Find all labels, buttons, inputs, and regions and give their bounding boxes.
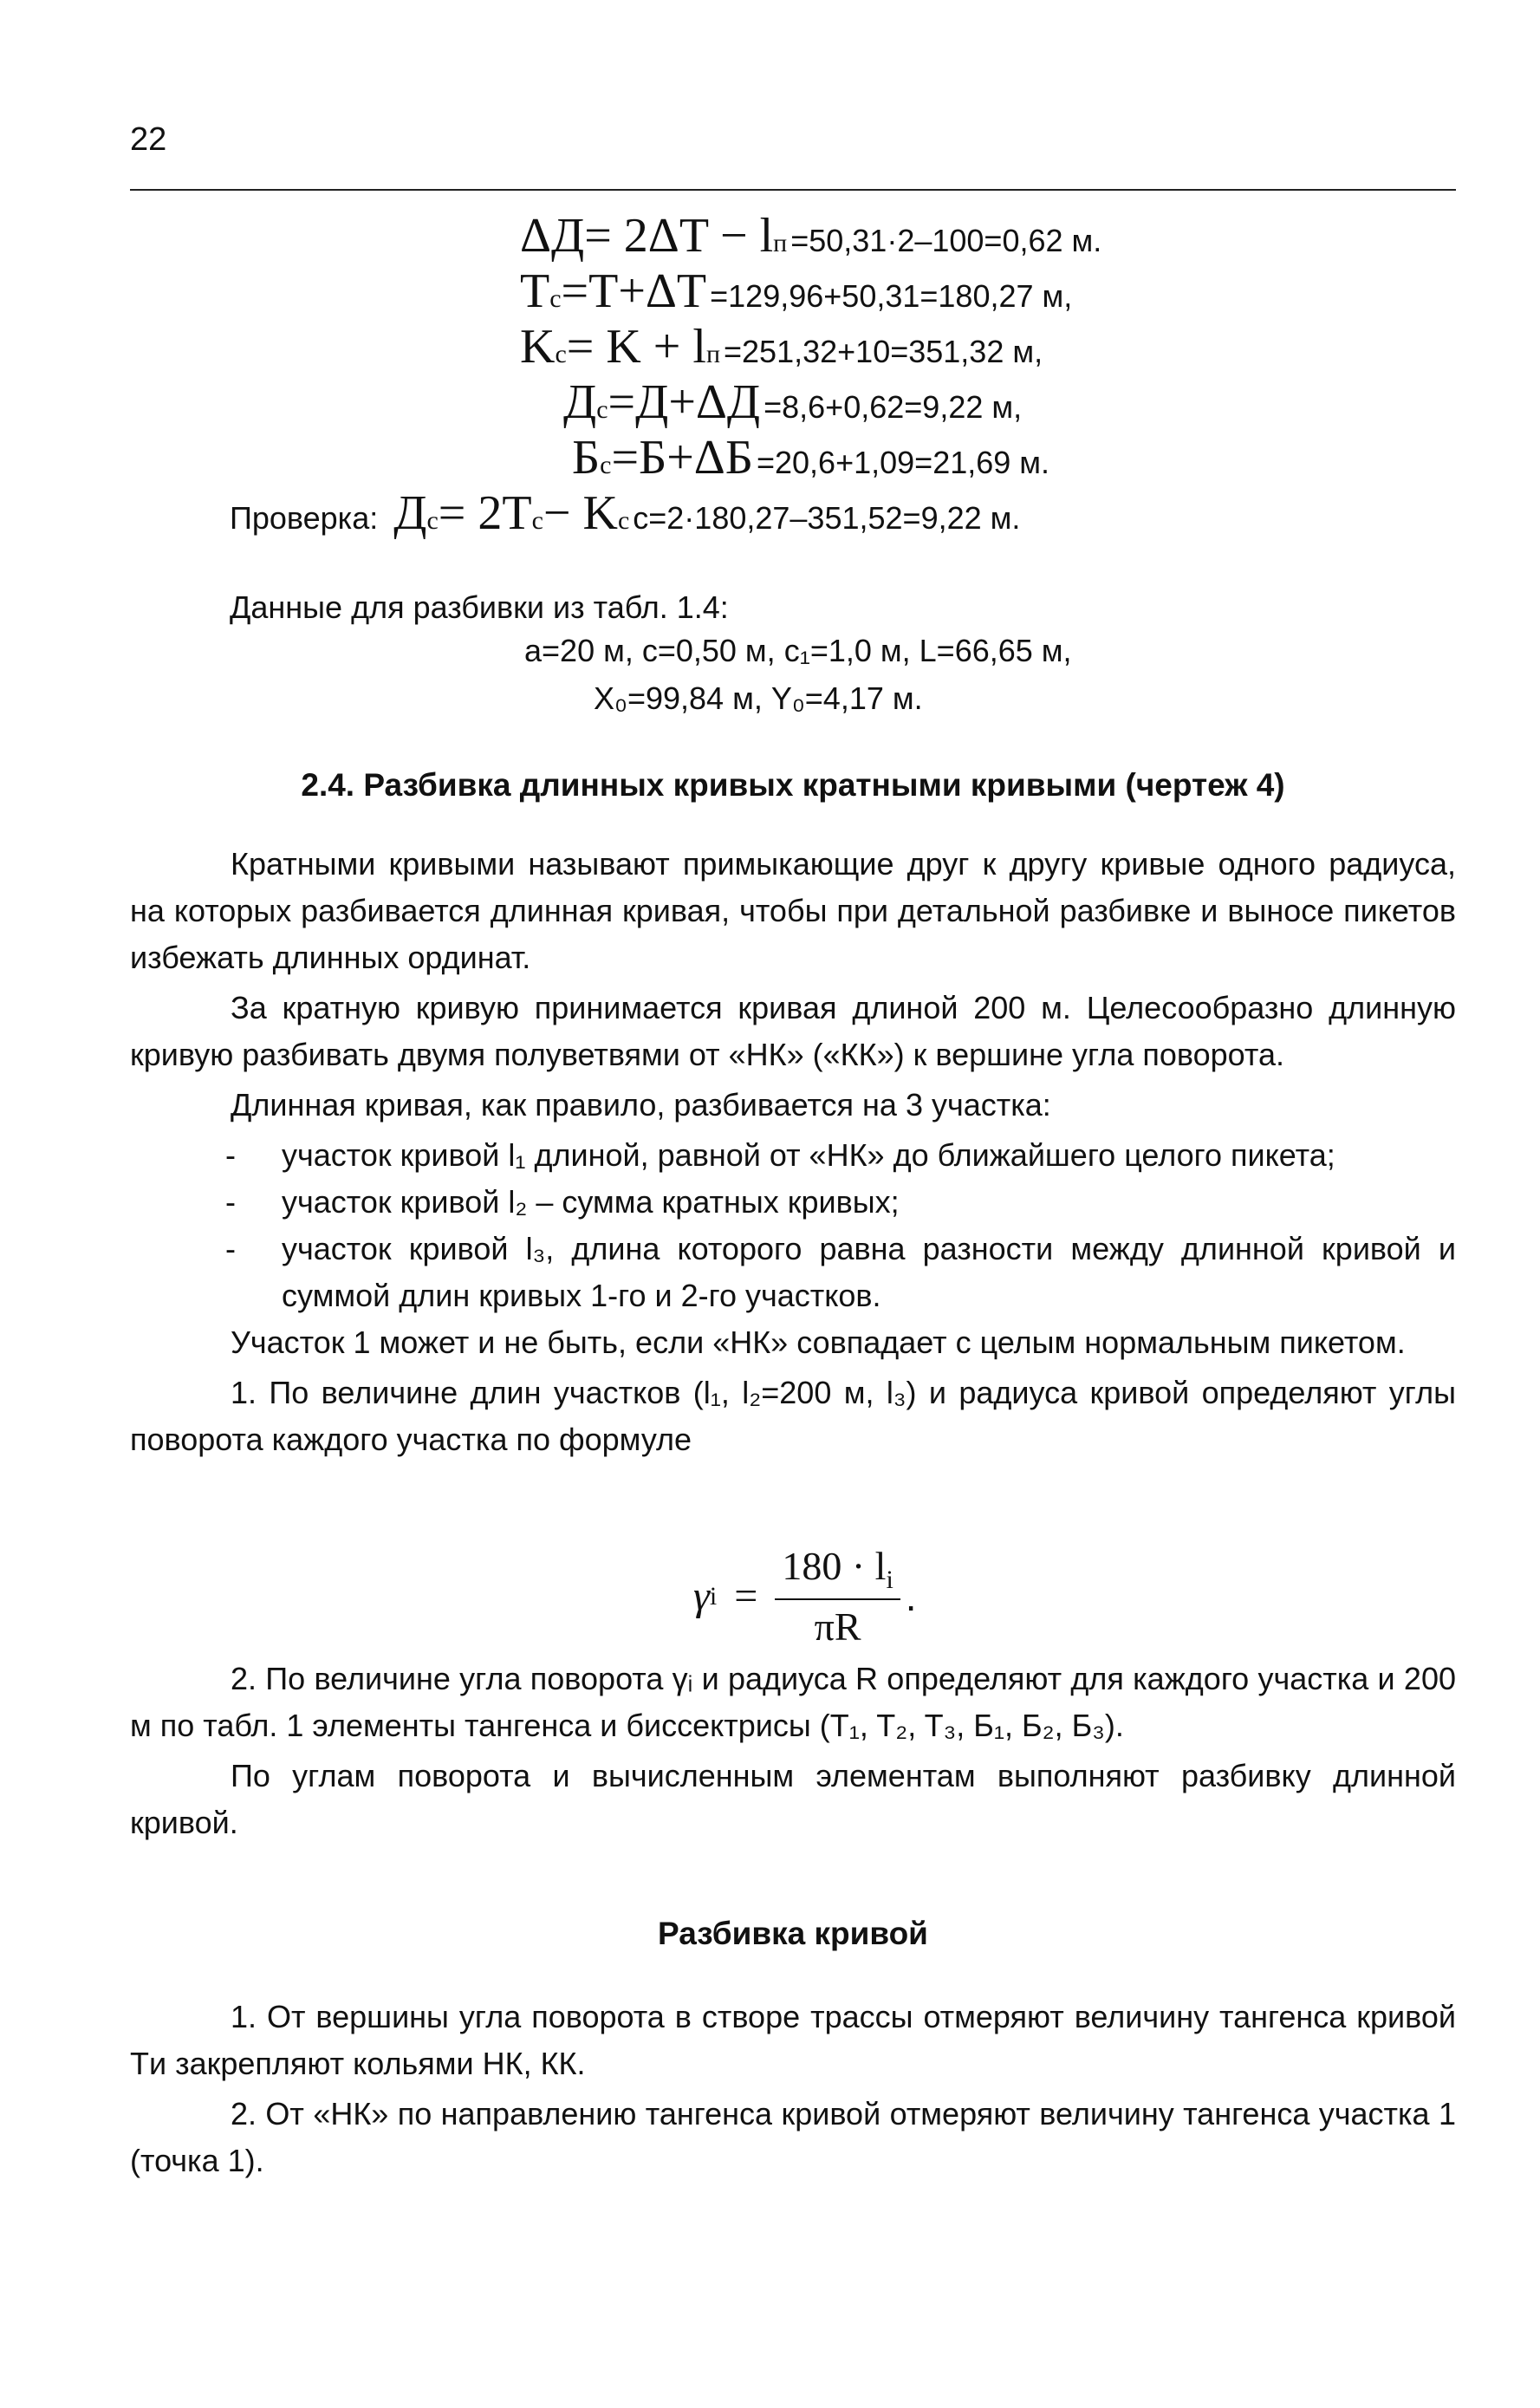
header-rule <box>130 189 1456 191</box>
check-expr-sub: с <box>531 506 543 535</box>
gamma-symbol: γ <box>693 1573 710 1620</box>
formula-sub: п <box>773 229 788 257</box>
body-text-bottom <box>130 1994 1456 2188</box>
formula-expr: = K + l <box>566 320 706 374</box>
paragraph: За кратную кривую принимается кривая длиной 200 м. Целесообразно длинную кривую разбивать двумя полуветвями от «НК» («КК») к вершине угла поворота. <box>130 990 1456 1072</box>
formula-lhs-sub: с <box>555 340 567 368</box>
formula-lhs: Д <box>563 375 597 429</box>
formula-value: =8,6+0,62=9,22 м, <box>764 389 1023 425</box>
formula-lhs: T <box>520 264 550 318</box>
formula-expr: =Д+ΔД <box>608 375 761 429</box>
bullet-list <box>130 1132 1456 1319</box>
bullet-dash: - <box>225 1137 236 1173</box>
formula-dc <box>563 374 1473 430</box>
body-text-top <box>130 841 1456 1467</box>
fraction-denominator: πR <box>814 1604 861 1650</box>
numerator-sub: i <box>886 1565 893 1595</box>
formula-bc <box>572 430 1473 485</box>
page-number: 22 <box>130 121 167 158</box>
paragraph: Участок 1 может и не быть, если «НК» совпадает с целым нормальным пикетом. <box>231 1324 1406 1360</box>
paragraph: 1. От вершины угла поворота в створе трассы отмеряют величину тангенса кривой Tи закрепляют кольями НК, КК. <box>130 1999 1456 2081</box>
check-expr: = 2T <box>438 486 532 540</box>
paragraph: Длинная кривая, как правило, разбивается на 3 участка: <box>231 1087 1051 1123</box>
list-item <box>130 1132 1456 1179</box>
formula-value: =50,31·2–100=0,62 м. <box>790 223 1102 258</box>
check-label: Проверка: <box>230 500 379 536</box>
check-lhs: Д <box>393 486 427 540</box>
formula-expr: = 2ΔT − l <box>584 209 774 263</box>
check-value: с=2·180,27–351,52=9,22 м. <box>633 500 1021 536</box>
fraction-numerator <box>775 1543 900 1600</box>
formula-delta-d <box>520 208 1473 264</box>
formula-tc <box>520 264 1473 319</box>
gamma-sub: i <box>709 1581 718 1611</box>
formula-expr: =T+ΔT <box>561 264 707 318</box>
data-line-1: a=20 м, с=0,50 м, с₁=1,0 м, L=66,65 м, <box>524 633 1072 668</box>
formula-lhs: Б <box>572 431 601 485</box>
check-lhs-sub: с <box>426 506 439 535</box>
list-item <box>130 1179 1456 1226</box>
paragraph: По углам поворота и вычисленным элементам выполняют разбивку длинной кривой. <box>130 1758 1456 1840</box>
section-heading: 2.4. Разбивка длинных кривых кратными кривыми (чертеж 4) <box>301 767 1285 803</box>
equals-sign: = <box>734 1573 758 1620</box>
formula-kc <box>520 319 1473 374</box>
list-item-text: участок кривой l₁ длиной, равной от «НК» до ближайшего целого пикета; <box>282 1137 1335 1173</box>
paragraph: 2. От «НК» по направлению тангенса кривой отмеряют величину тангенса участка 1 (точка 1). <box>130 2096 1456 2178</box>
formula-value: =129,96+50,31=180,27 м, <box>710 278 1073 314</box>
fraction <box>775 1543 900 1650</box>
formula-expr: =Б+ΔБ <box>611 431 753 485</box>
bullet-dash: - <box>225 1184 236 1220</box>
data-intro: Данные для разбивки из табл. 1.4: <box>230 589 729 625</box>
paragraph: 2. По величине угла поворота γᵢ и радиуса R определяют для каждого участка и 200 м по табл. 1 элементы тангенса и биссектрисы (T₁, T₂, T₃, Б₁, Б₂, Б₃). <box>130 1661 1456 1743</box>
numerator-text: 180 · l <box>782 1544 887 1588</box>
gamma-formula <box>693 1543 917 1650</box>
formula-value: =20,6+1,09=21,69 м. <box>756 445 1050 480</box>
formula-sub: п <box>705 340 721 368</box>
formula-value: =251,32+10=351,32 м, <box>724 334 1043 369</box>
bullet-dash: - <box>225 1231 236 1266</box>
check-minus-sub: с <box>617 506 630 535</box>
formula-lhs: K <box>520 320 556 374</box>
paragraph: Кратными кривыми называют примыкающие друг к другу кривые одного радиуса, на которых разбивается длинная кривая, чтобы при детальной разбивке и выносе пикетов избежать длинных ординат. <box>130 846 1456 975</box>
formula-lhs-sub: с <box>549 284 562 313</box>
sub-heading: Разбивка кривой <box>658 1916 928 1951</box>
check-minus: − K <box>543 486 618 540</box>
paragraph: 1. По величине длин участков (l₁, l₂=200 м, l₃) и радиуса кривой определяют углы поворота каждого участка по формуле <box>130 1375 1456 1457</box>
formula-block <box>520 208 1473 485</box>
formula-lhs-sub: с <box>596 395 608 424</box>
list-item-text: участок кривой l₃, длина которого равна разности между длинной кривой и суммой длин кривых 1-го и 2-го участков. <box>282 1231 1456 1313</box>
list-item <box>130 1226 1456 1319</box>
list-item-text: участок кривой l₂ – сумма кратных кривых; <box>282 1184 900 1220</box>
formula-lhs: ΔД <box>520 209 585 263</box>
body-text-middle <box>130 1656 1456 1850</box>
formula-lhs-sub: с <box>600 451 612 479</box>
formula-end: . <box>905 1573 917 1619</box>
check-formula <box>230 485 1020 541</box>
data-line-2: X₀=99,84 м, Y₀=4,17 м. <box>594 680 923 716</box>
